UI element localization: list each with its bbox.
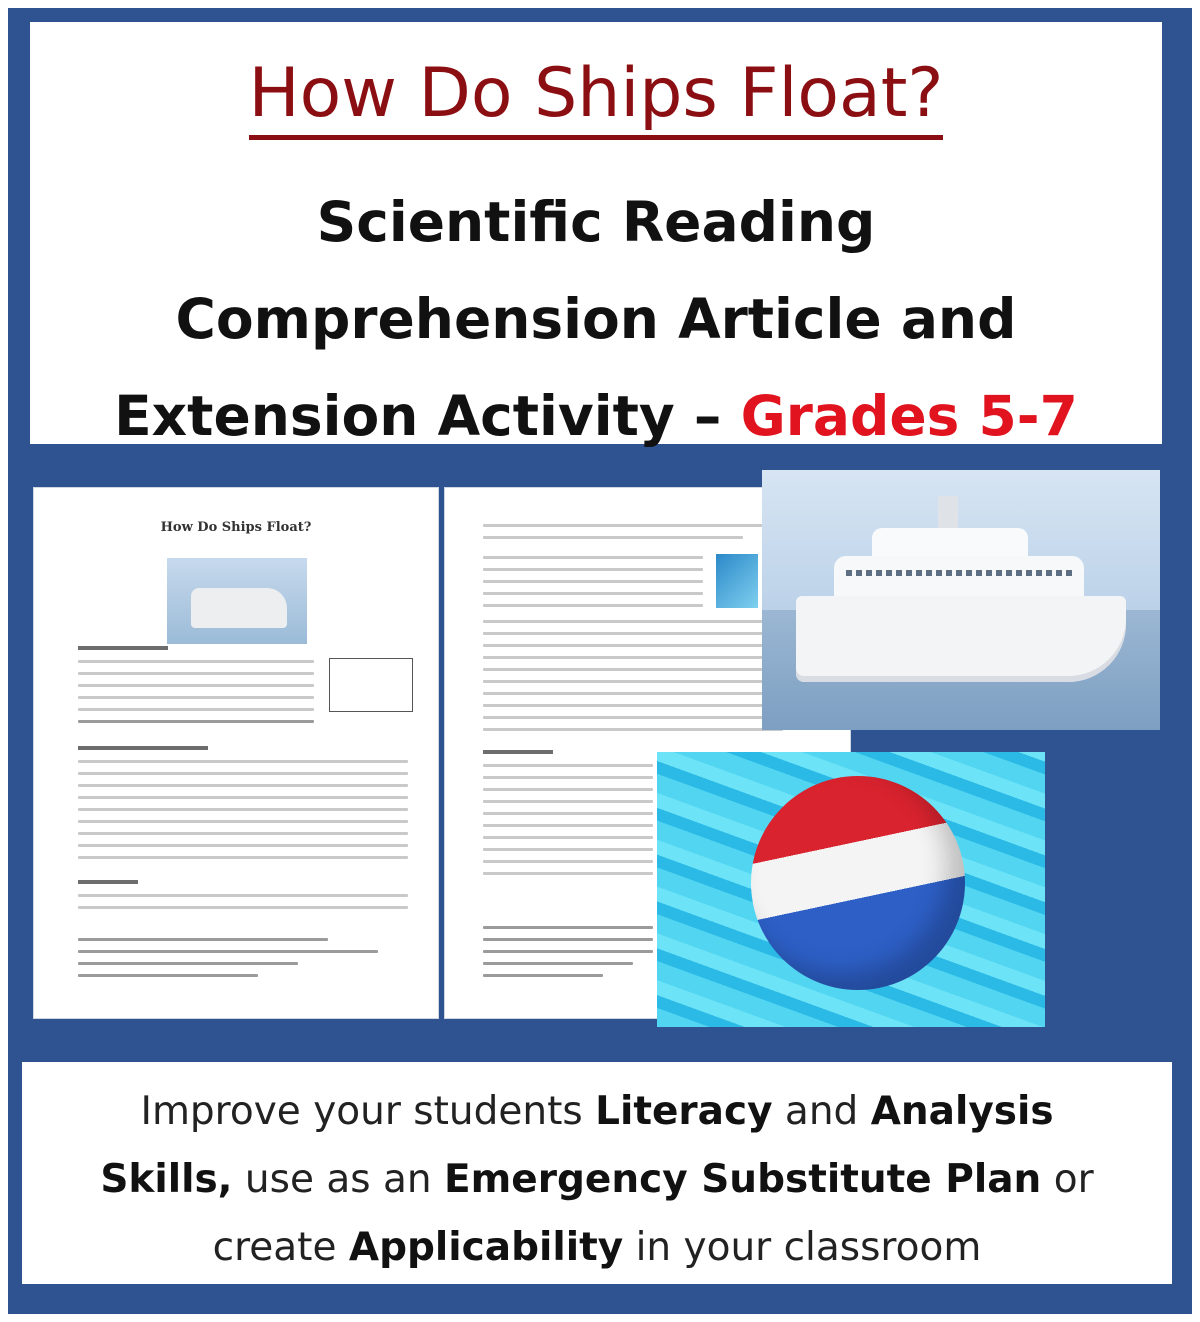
preview-ship-thumbnail [167,558,307,644]
footer-text [40,1078,1154,1282]
preview-doc-title: How Do Ships Float? [160,520,312,535]
subtitle-line-1: Scientific Reading [316,190,876,254]
footer-card [22,1062,1172,1284]
footer-line-2: Skills, use as an Emergency Substitute Plan or [100,1157,1094,1202]
article-page-preview-left [34,488,438,1018]
beach-ball-photo [657,752,1045,1027]
title-card [30,22,1162,448]
preview-small-image [716,554,758,608]
footer-line-1: Improve your students Literacy and Analysis [140,1089,1054,1134]
footer-line-3: create Applicability in your classroom [212,1225,982,1270]
main-title: How Do Ships Float? [30,60,1162,128]
preview-note-box [329,658,413,712]
subtitle-line-2: Comprehension Article and [175,287,1017,351]
beach-ball [751,776,965,990]
cruise-ship-photo [762,470,1160,730]
subtitle-line-3: Extension Activity – Grades 5-7 [114,384,1078,448]
subtitle [70,174,1122,465]
grade-label: Grades 5-7 [740,384,1078,448]
